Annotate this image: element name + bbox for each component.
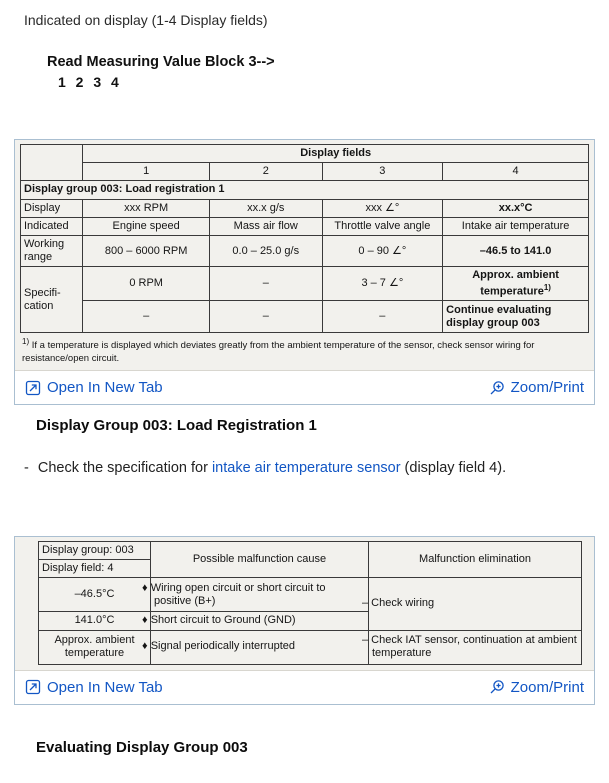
indicated-cell-1: Engine speed — [83, 217, 210, 235]
working-cell-2: 0.0 – 25.0 g/s — [209, 235, 322, 266]
indicated-cell-2: Mass air flow — [209, 217, 322, 235]
malfunction-table-panel — [14, 536, 595, 705]
spec2-cell-2: – — [209, 301, 322, 333]
elimination-header-cell: Malfunction elimination — [369, 542, 582, 578]
spec-cell-4: Approx. ambient temperature$^{1)}$ — [443, 267, 589, 301]
spec2-cell-4: Continue evaluating display group 003 — [443, 301, 589, 333]
display-fields-numbers: 1 2 3 4 — [58, 74, 122, 90]
table2-row-1 — [39, 578, 582, 612]
table1-header-row — [21, 145, 589, 163]
table2-display-group-row — [39, 542, 582, 560]
diamond-bullet: ♦ — [142, 581, 148, 594]
check-specification-line: - Check the specification for intake air temperature sensor (display field 4). — [24, 460, 507, 476]
table1-footnote: $^{1)}$ If a temperature is displayed which deviates greatly from the ambient temperature of the sensor, check sensor wiring for resistance/open circuit. — [22, 337, 535, 364]
table1-col2-header: 2 — [209, 163, 322, 181]
table1-group-title-cell: Display group 003: Load registration 1 — [21, 181, 589, 199]
footnote-ref: 1) — [543, 282, 551, 292]
spec2-cell-1: – — [83, 301, 210, 333]
table1-col3-header: 3 — [322, 163, 443, 181]
zoom-icon — [489, 380, 505, 396]
zoom-print-link-2[interactable]: Zoom/Print — [489, 679, 584, 696]
table1-title-cell: Display fields — [83, 145, 589, 163]
table2-actions — [15, 671, 594, 704]
scanned-table-1 — [15, 140, 594, 371]
working-cell-1: 800 – 6000 RPM — [83, 235, 210, 266]
external-link-icon — [25, 380, 41, 396]
value-cell-2: 141.0°C — [39, 612, 151, 630]
row-label-working-range: Working range — [21, 235, 83, 266]
evaluating-heading: Evaluating Display Group 003 — [36, 739, 248, 756]
intro-text: Indicated on display (1-4 Display fields) — [24, 12, 268, 28]
display-cell-2: xx.x g/s — [209, 199, 322, 217]
diamond-bullet: ♦ — [142, 614, 148, 627]
read-measuring-value-title: Read Measuring Value Block 3--> — [47, 54, 275, 70]
external-link-icon — [25, 679, 41, 695]
value-cell-3: Approx. ambient temperature — [39, 630, 151, 664]
indicated-cell-3: Throttle valve angle — [322, 217, 443, 235]
value-cell-1: –46.5°C — [39, 578, 151, 612]
cause-cell-1: ♦ Wiring open circuit or short circuit to positive (B+) — [151, 578, 369, 612]
table2-row-3 — [39, 630, 582, 664]
row-label-display: Display — [21, 199, 83, 217]
table1-indicated-row — [21, 217, 589, 235]
display-cell-3: xxx ∠° — [322, 199, 443, 217]
working-cell-3: 0 – 90 ∠° — [322, 235, 443, 266]
spec2-cell-3: – — [322, 301, 443, 333]
table1-col4-header: 4 — [443, 163, 589, 181]
zoom-icon — [489, 679, 505, 695]
elimination-cell-3: – Check IAT sensor, continuation at ambient temperature — [369, 630, 582, 664]
elimination-cell-1: – Check wiring — [369, 578, 582, 630]
row-label-indicated: Indicated — [21, 217, 83, 235]
footnote-marker: 1) — [22, 337, 30, 347]
cause-header-cell: Possible malfunction cause — [151, 542, 369, 578]
table1-actions — [15, 371, 594, 404]
scanned-table-2 — [15, 537, 594, 671]
cause-cell-3: ♦ Signal periodically interrupted — [151, 630, 369, 664]
table1-specification-row — [21, 267, 589, 301]
spec-cell-1: 0 RPM — [83, 267, 210, 301]
indicated-cell-4: Intake air temperature — [443, 217, 589, 235]
working-cell-4: –46.5 to 141.0 — [443, 235, 589, 266]
measuring-block-table-panel — [14, 139, 595, 405]
display-group-cell: Display group: 003 — [39, 542, 151, 560]
table1-col1-header: 1 — [83, 163, 210, 181]
display-field-cell: Display field: 4 — [39, 560, 151, 578]
table1-display-row — [21, 199, 589, 217]
table1-column-numbers-row — [21, 163, 589, 181]
zoom-print-link[interactable]: Zoom/Print — [489, 379, 584, 396]
row-label-specification: Specifi-cation — [21, 267, 83, 333]
spec-cell-3: 3 – 7 ∠° — [322, 267, 443, 301]
table1-group-row — [21, 181, 589, 199]
open-in-new-tab-link[interactable]: Open In New Tab — [25, 379, 163, 396]
display-cell-1: xxx RPM — [83, 199, 210, 217]
spec-cell-2: – — [209, 267, 322, 301]
open-in-new-tab-link-2[interactable]: Open In New Tab — [25, 679, 163, 696]
display-cell-4: xx.x°C — [443, 199, 589, 217]
table1-corner-cell — [21, 145, 83, 181]
table1-working-range-row — [21, 235, 589, 266]
cause-cell-2: ♦ Short circuit to Ground (GND) — [151, 612, 369, 630]
table1-specification-row-2 — [21, 301, 589, 333]
diamond-bullet: ♦ — [142, 640, 148, 653]
iat-sensor-link[interactable]: intake air temperature sensor — [211, 460, 401, 476]
display-group-heading: Display Group 003: Load Registration 1 — [36, 417, 317, 434]
